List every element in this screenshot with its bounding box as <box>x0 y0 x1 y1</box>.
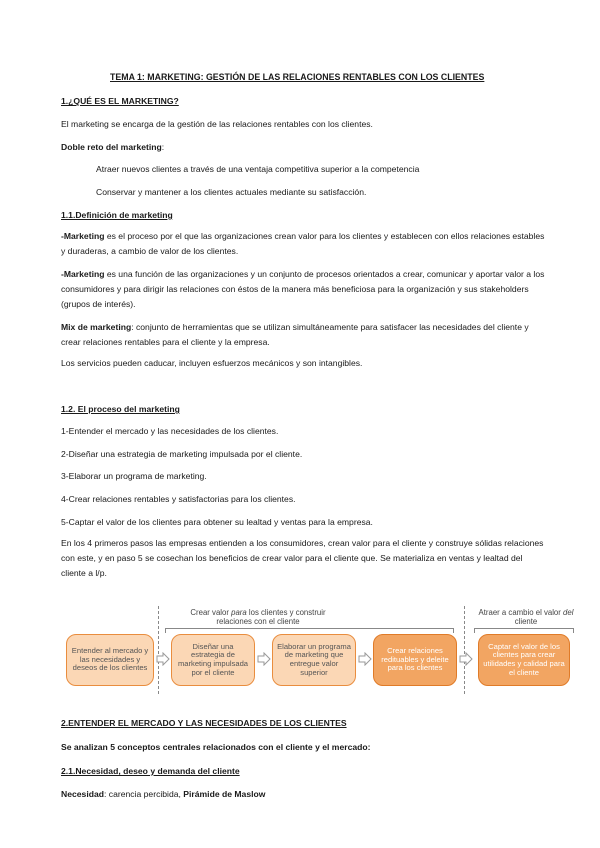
section-1-heading: 1.¿QUÉ ES EL MARKETING? <box>61 96 179 106</box>
step-4: 4-Crear relaciones rentables y satisfactorias para los clientes. <box>61 494 296 504</box>
step-box-captar-valor: Captar el valor de los clientes para crear utilidades y calidad para el cliente <box>478 634 570 686</box>
step-box-disenar: Diseñar una estrategia de marketing impulsada por el cliente <box>171 634 255 686</box>
definition-2 <box>61 267 547 312</box>
step-box-entender: Entender al mercado y las necesidades y deseos de los clientes <box>66 634 154 686</box>
definition-1 <box>61 229 547 259</box>
definition-2-text: es una función de las organizaciones y un conjunto de procesos orientados a crear, comunicar y aportar valor a los consumidores y para dirigir las relaciones con éstos de la manera más beneficiosa para la organización y sus stakeholders (grupos de interés). <box>61 269 545 309</box>
create-value-bracket <box>165 628 454 633</box>
necesidad-text: : carencia percibida, <box>104 789 184 799</box>
arrow-right-icon <box>358 652 372 666</box>
section-2-1-heading: 2.1.Necesidad, deseo y demanda del cliente <box>61 766 240 776</box>
servicios-note: Los servicios pueden caducar, incluyen esfuerzos mecánicos y son intangibles. <box>61 358 363 368</box>
arrow-right-icon <box>156 652 170 666</box>
doble-reto-label: Doble reto del marketing <box>61 142 162 152</box>
definition-1-text: es el proceso por el que las organizaciones crean valor para los clientes y establecen con ellos relaciones estables y duraderas, a cambio de valor de los clientes. <box>61 231 545 256</box>
mix-label: Mix de marketing <box>61 322 132 332</box>
diagram-header-right <box>478 608 574 626</box>
header-left-emphasis: para <box>231 608 247 617</box>
section-1-2-heading: 1.2. El proceso del marketing <box>61 404 180 414</box>
maslow-text: Pirámide de Maslow <box>183 789 266 799</box>
header-right-part-a: Atraer a cambio el valor <box>478 608 564 617</box>
header-left-part-b: los clientes y construir relaciones con el cliente <box>216 608 326 626</box>
reto-2: Conservar y mantener a los clientes actuales mediante su satisfacción. <box>96 187 367 197</box>
capture-value-bracket <box>474 628 574 633</box>
diagram-header-left <box>178 608 338 626</box>
doble-reto-colon: : <box>161 142 165 152</box>
definition-1-label: -Marketing <box>61 231 105 241</box>
necesidad-label: Necesidad <box>61 789 104 799</box>
mix-text: : conjunto de herramientas que se utilizan simultáneamente para satisfacer las necesidades del cliente y crear relaciones rentables para el cliente y la empresa. <box>61 322 529 347</box>
definition-2-label: -Marketing <box>61 269 105 279</box>
header-left-part-a: Crear valor <box>190 608 232 617</box>
section-1-intro: El marketing se encarga de la gestión de las relaciones rentables con los clientes. <box>61 119 373 129</box>
necesidad-line <box>61 787 265 802</box>
section-2-intro: Se analizan 5 conceptos centrales relacionados con el cliente y el mercado: <box>61 742 371 752</box>
mix-definition <box>61 320 547 350</box>
arrow-right-icon <box>257 652 271 666</box>
step-5: 5-Captar el valor de los clientes para obtener su lealtad y ventas para la empresa. <box>61 517 373 527</box>
step-3: 3-Elaborar un programa de marketing. <box>61 471 207 481</box>
arrow-right-icon <box>459 652 473 666</box>
divider-right <box>464 606 465 694</box>
doble-reto-line <box>61 140 164 155</box>
step-1: 1-Entender el mercado y las necesidades de los clientes. <box>61 426 279 436</box>
section-1-1-heading: 1.1.Definición de marketing <box>61 210 173 220</box>
header-right-emphasis: del <box>563 608 574 617</box>
reto-1: Atraer nuevos clientes a través de una ventaja competitiva superior a la competencia <box>96 164 420 174</box>
section-2-heading: 2.ENTENDER EL MERCADO Y LAS NECESIDADES DE LOS CLIENTES <box>61 718 347 728</box>
step-2: 2-Diseñar una estrategia de marketing impulsada por el cliente. <box>61 449 303 459</box>
divider-left <box>158 606 159 694</box>
header-right-part-b: cliente <box>514 617 538 626</box>
process-summary <box>61 536 547 581</box>
process-summary-text: En los 4 primeros pasos las empresas entienden a los consumidores, crean valor para el cliente y construye sólidas relaciones con este, y en paso 5 se cosechan los beneficios de crear valor para el cliente que. Se materializa en ventas y lealtad del cliente a l/p. <box>61 538 544 578</box>
step-box-elaborar: Elaborar un programa de marketing que entregue valor superior <box>272 634 356 686</box>
page-title: TEMA 1: MARKETING: GESTIÓN DE LAS RELACIONES RENTABLES CON LOS CLIENTES <box>110 72 485 82</box>
marketing-process-diagram <box>60 604 575 696</box>
step-box-crear-relaciones: Crear relaciones redituables y deleite para los clientes <box>373 634 457 686</box>
